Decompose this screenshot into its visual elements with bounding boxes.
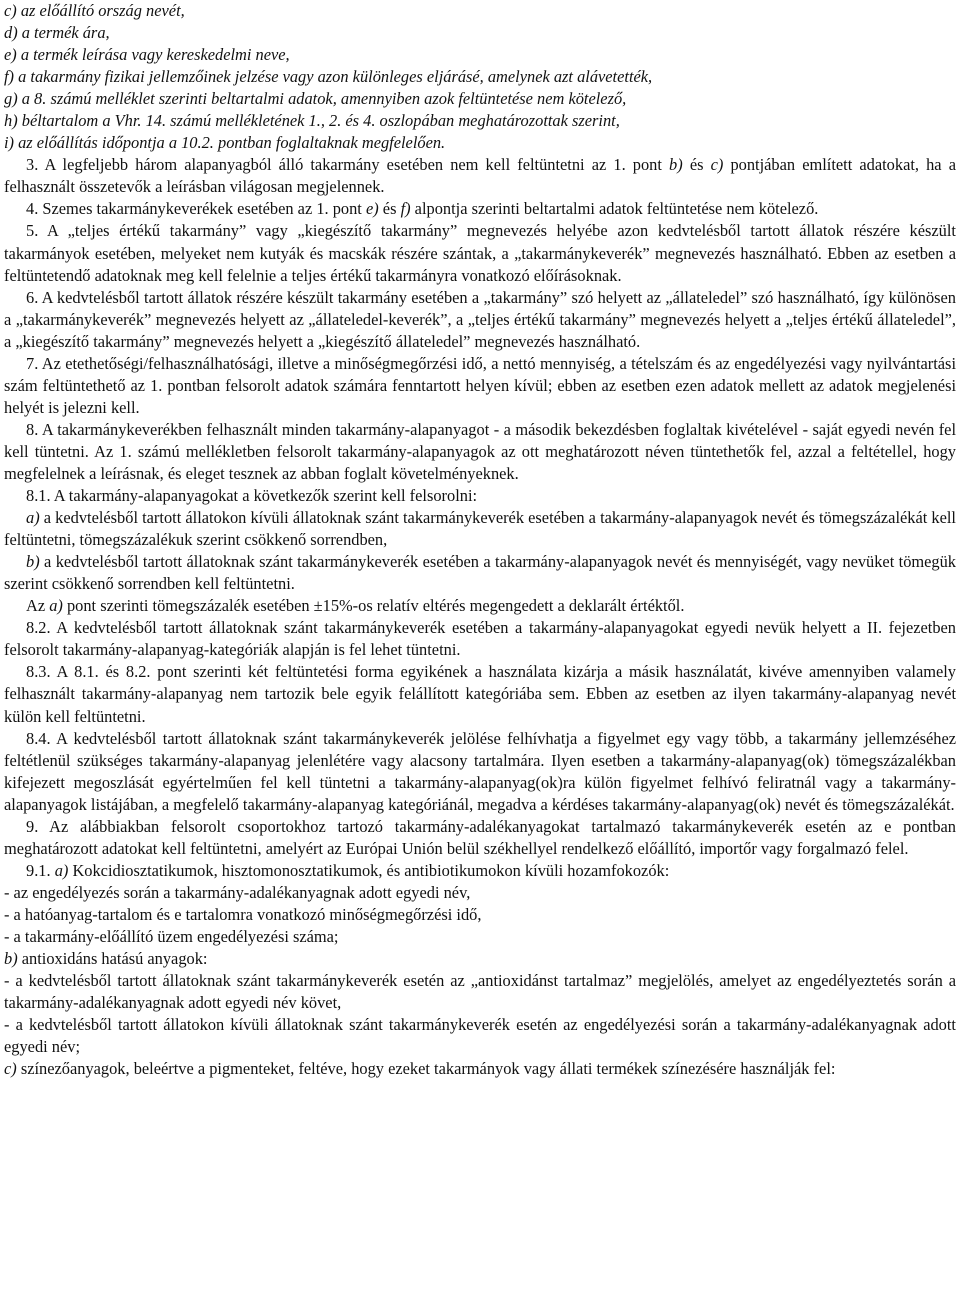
paragraph	[4, 948, 956, 970]
text-run: 8. A takarmánykeverékben felhasznált minden takarmány-alapanyagot - a második bekezdésben foglaltak kivételével - saját egyedi nevén fel kell tüntetni. Az 1. számú mellékletben felsorolt takarmány-alapanyagok az ott meghatározott néven tüntethetők fel, azzal a feltétellel, hogy megfelelnek a leírásnak, és eleget tesznek az abban foglalt követelményeknek.	[4, 419, 956, 483]
paragraph	[4, 728, 956, 816]
text-run: a kedvtelésből tartott állatoknak szánt takarmánykeverék esetében a takarmány-alapanyagok nevét és mennyiségét, vagy nevüket tömegük szerint csökkenő sorrendben kell feltüntetni.	[4, 552, 956, 594]
paragraph	[4, 617, 956, 661]
paragraph	[4, 661, 956, 727]
paragraph	[4, 154, 956, 198]
text-run: - a hatóanyag-tartalom és e tartalomra vonatkozó minőségmegőrzési idő,	[4, 904, 482, 924]
text-run: 9.1.	[26, 860, 55, 880]
text-run: - az engedélyezés során a takarmány-adalékanyagnak adott egyedi név,	[4, 882, 471, 902]
text-run: és	[378, 199, 401, 219]
italic-run: béltartalom a Vhr. 14. számú mellékletének 1., 2. és 4. oszlopában meghatározottak szerint,	[17, 111, 620, 131]
italic-run: az előállítás időpontja a 10.2. pontban foglaltaknak megfelelően.	[14, 133, 446, 153]
italic-run: a termék leírása vagy kereskedelmi neve,	[16, 45, 290, 65]
paragraph	[4, 220, 956, 286]
italic-run: a termék ára,	[17, 23, 110, 43]
text-run: 6. A kedvtelésből tartott állatok részére készült takarmány esetében a „takarmány” szó helyett az „állateledel” szó használható, így különösen a „takarmánykeverék” megnevezés helyett az „állateledel-keverék”, a „teljes értékű takarmány” megnevezés helyett a „teljes értékű állateledel”, a „kiegészítő takarmány” megnevezés helyett a „kiegészítő állateledel” megnevezés használható.	[4, 287, 956, 351]
italic-run: f)	[4, 67, 15, 87]
italic-run: i)	[4, 133, 15, 153]
italic-run: c)	[710, 155, 724, 175]
italic-run: e)	[365, 199, 379, 219]
text-run: színezőanyagok, beleértve a pigmenteket, feltéve, hogy ezeket takarmányok vagy állati termékek színezésére használják fel:	[16, 1059, 836, 1079]
paragraph	[4, 485, 956, 507]
paragraph	[4, 551, 956, 595]
text-run: 8.2. A kedvtelésből tartott állatoknak szánt takarmánykeverék esetében a takarmány-alapanyagokat egyedi nevük helyett a II. fejezetben felsorolt takarmány-alapanyag-kategóriák alapján is fel lehet tüntetni.	[4, 618, 956, 660]
text-run: - a kedvtelésből tartott állatoknak szánt takarmánykeverék esetén az „antioxidánst tartalmaz” megjelölés, amelyet az engedélyeztetés során a takarmány-adalékanyagnak adott egyedi név követ,	[4, 971, 956, 1013]
text-run: - a takarmány-előállító üzem engedélyezési száma;	[4, 926, 339, 946]
paragraph	[4, 132, 956, 154]
text-run: Az	[26, 596, 50, 616]
paragraph	[4, 353, 956, 419]
text-run: Kokcidiosztatikumok, hisztomonosztatikumok, és antibiotikumokon kívüli hozamfokozók:	[68, 860, 670, 880]
paragraph	[4, 816, 956, 860]
text-run: 9. Az alábbiakban felsorolt csoportokhoz tartozó takarmány-adalékanyagokat tartalmazó takarmánykeverék esetén az e pontban meghatározott adatokat kell feltüntetni, amelyért az Európai Unión belül székhellyel rendelkező előállító, importőr vagy forgalmazó felel.	[4, 816, 956, 858]
paragraph	[4, 970, 956, 1014]
text-run: - a kedvtelésből tartott állatokon kívüli állatoknak szánt takarmánykeverék esetén az engedélyezési során a takarmány-adalékanyagnak adott egyedi név;	[4, 1015, 956, 1057]
italic-run: c)	[4, 1059, 17, 1079]
italic-run: a)	[26, 508, 40, 528]
paragraph	[4, 198, 956, 220]
paragraph	[4, 287, 956, 353]
italic-run: e)	[4, 45, 17, 65]
text-run: a kedvtelésből tartott állatokon kívüli állatoknak szánt takarmánykeverék esetében a takarmány-alapanyagok nevét és tömegszázalékát kell feltüntetni, tömegszázalékuk szerint csökkenő sorrendben,	[4, 508, 956, 550]
text-run: pont szerinti tömegszázalék esetében ±15%-os relatív eltérés megengedett a deklarált értéktől.	[62, 596, 685, 616]
italic-run: b)	[4, 949, 18, 969]
text-run: 8.3. A 8.1. és 8.2. pont szerinti két feltüntetési forma egyikének a használata kizárja a másik használatát, kivéve amennyiben valamely felhasznált takarmány-alapanyag nem tartozik bele egyik felállított kategóriába sem. Ebben az esetben az ilyen takarmány-alapanyag nevét külön kell feltüntetni.	[4, 662, 956, 726]
paragraph	[4, 904, 956, 926]
paragraph	[4, 860, 956, 882]
text-run: 4. Szemes takarmánykeverékek esetében az 1. pont	[26, 199, 366, 219]
text-run: 3. A legfeljebb három alapanyagból álló takarmány esetében nem kell feltüntetni az 1. pont	[26, 155, 670, 175]
italic-run: b)	[26, 552, 40, 572]
italic-run: a)	[49, 596, 63, 616]
italic-run: a 8. számú melléklet szerinti beltartalmi adatok, amennyiben azok feltüntetése nem kötelező,	[17, 89, 627, 109]
text-run: 7. Az etethetőségi/felhasználhatósági, illetve a minőségmegőrzési idő, a nettó mennyiség, a tételszám és az engedélyezési vagy nyilvántartási szám feltüntethető az 1. pontban felsorolt adatok számára fenntartott helyen kívül; ebben az esetben ezen adatok mellett az adatok megjelenési helyét is jelezni kell.	[4, 353, 956, 417]
text-run: antioxidáns hatású anyagok:	[17, 949, 208, 969]
paragraph	[4, 88, 956, 110]
text-run: 8.1. A takarmány-alapanyagokat a következők szerint kell felsorolni:	[26, 486, 478, 506]
paragraph	[4, 0, 956, 22]
italic-run: a)	[54, 860, 69, 880]
italic-run: f)	[400, 199, 411, 219]
paragraph	[4, 595, 956, 617]
paragraph	[4, 66, 956, 88]
text-run: és	[682, 155, 711, 175]
text-run: pontjában említett adatokat, ha a felhasznált összetevők a leírásban világosan megjelennek.	[4, 155, 956, 197]
italic-run: c)	[4, 1, 17, 20]
text-run: alpontja szerinti beltartalmi adatok feltüntetése nem kötelező.	[410, 199, 819, 219]
paragraph	[4, 926, 956, 948]
text-run: 5. A „teljes értékű takarmány” vagy „kiegészítő takarmány” megnevezés helyébe azon kedvtelésből tartott állatok részére készült takarmányok esetében, melyeket nem kutyák és macskák részére szántak, a „takarmánykeverék” megnevezés használható. Ebben az esetben a feltüntetendő adatoknak meg kell felelnie a teljes értékű takarmányra vonatkozó előírásoknak.	[4, 221, 956, 285]
document-page	[4, 0, 956, 1080]
italic-run: h)	[4, 111, 18, 131]
paragraph	[4, 419, 956, 485]
italic-run: az előállító ország nevét,	[16, 1, 185, 20]
paragraph	[4, 44, 956, 66]
text-run: 8.4. A kedvtelésből tartott állatoknak szánt takarmánykeverék jelölése felhívhatja a figyelmet egy vagy több, a takarmány jellemzéséhez feltétlenül szükséges takarmány-alapanyag jelenlétére vagy alacsony tartalmára. Ilyen esetben a takarmány-alapanyag(ok) tömegszázalékban kifejezett megoszlását egyértelműen fel kell tüntetni a takarmány-alapanyag(ok)ra külön figyelmet felhívó feliratnál vagy a takarmány-alapanyagok listájában, a megfelelő takarmány-alapanyag kategóriánál, megadva a kérdéses takarmány-alapanyag(ok) nevét és tömegszázalékát.	[4, 728, 956, 814]
italic-run: g)	[4, 89, 18, 109]
paragraph	[4, 1014, 956, 1058]
paragraph	[4, 1058, 956, 1080]
paragraph	[4, 882, 956, 904]
italic-run: d)	[4, 23, 18, 43]
paragraph	[4, 110, 956, 132]
italic-run: b)	[669, 155, 683, 175]
italic-run: a takarmány fizikai jellemzőinek jelzése vagy azon különleges eljárásé, amelynek azt alávetették,	[14, 67, 653, 87]
paragraph	[4, 22, 956, 44]
paragraph	[4, 507, 956, 551]
